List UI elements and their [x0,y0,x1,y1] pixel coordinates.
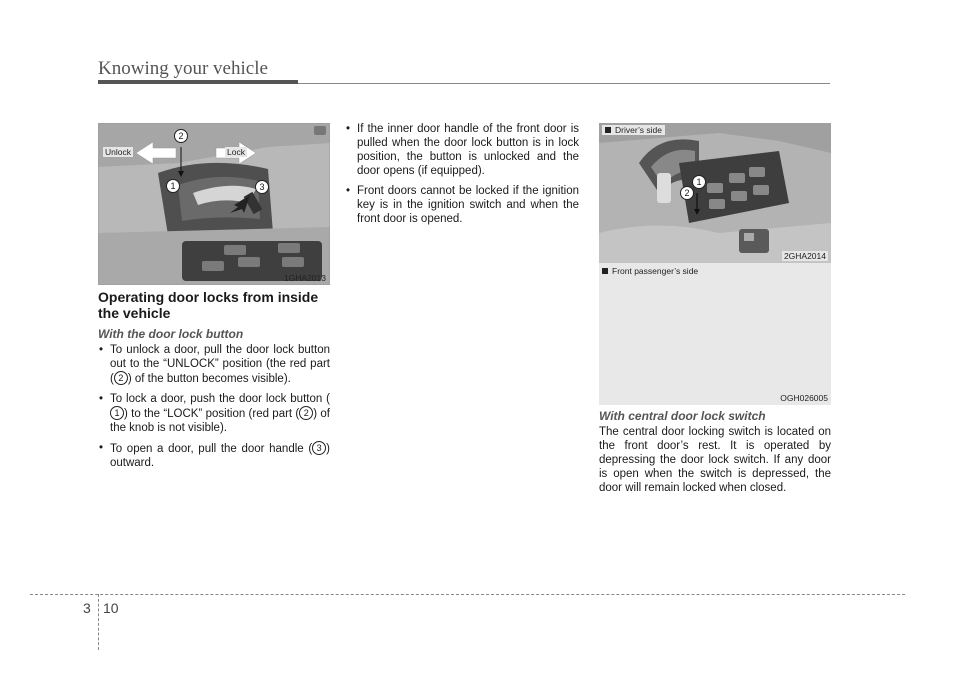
handle-notes [345,122,579,232]
door-lock-bullets [98,343,330,470]
lock-label: Lock [227,147,245,157]
square-bullet-icon [602,268,608,274]
list-item: • If the inner door handle of the front door is pulled when the door lock button is in lock position, the button is unlocked and the door opens (if equipped). [345,122,579,178]
marker-1: 1 [166,179,180,193]
header-rule [98,80,298,84]
driver-side-photo [599,123,831,263]
section-subhead: With the door lock button [98,327,244,341]
footer-rule [30,594,905,595]
list-item: • Front doors cannot be locked if the ignition key is in the ignition switch and when the front door is opened. [345,184,579,226]
square-bullet-icon [605,127,611,133]
marker-1: 1 [692,175,706,189]
page-number: 10 [103,600,119,616]
header-title: Knowing your vehicle [98,58,268,79]
central-lock-section [599,409,831,495]
section-title: Operating door locks from inside the vehicle [98,289,319,321]
list-item: • To lock a door, push the door lock button (1 ) to the “LOCK” position (red part ( 2 ) of the knob is not visible). [98,392,330,435]
door-lock-section [98,289,330,476]
list-item: • To unlock a door, pull the door lock button out to the “UNLOCK” position (the red part ( 2 ) of the button becomes visible). [98,343,330,386]
chapter-number: 3 [83,600,91,616]
central-paragraph: The central door locking switch is located on the front door’s rest. It is operated by depressing the door lock switch. If any door is open when the switch is depressed, the door will remain locked when closed. [599,426,831,494]
marker-2: 2 [174,129,188,143]
passenger-side-panel [599,263,831,405]
header-rule-thin [298,83,830,84]
central-subhead: With central door lock switch [599,409,766,423]
figure-code: 1GHA2013 [283,273,326,283]
list-item: • To open a door, pull the door handle ( 3 ) outward. [98,441,330,470]
unlock-label: Unlock [105,147,131,157]
driver-caption: Driver’s side [602,125,665,135]
marker-2: 2 [680,186,694,200]
marker-3: 3 [255,180,269,194]
driver-door-illustration [599,123,831,263]
footer-divider [98,594,99,650]
passenger-caption: Front passenger’s side [602,266,698,276]
driver-figure-code: 2GHA2014 [783,251,826,261]
door-handle-photo [98,123,330,285]
passenger-figure-code: OGH026005 [780,393,828,403]
